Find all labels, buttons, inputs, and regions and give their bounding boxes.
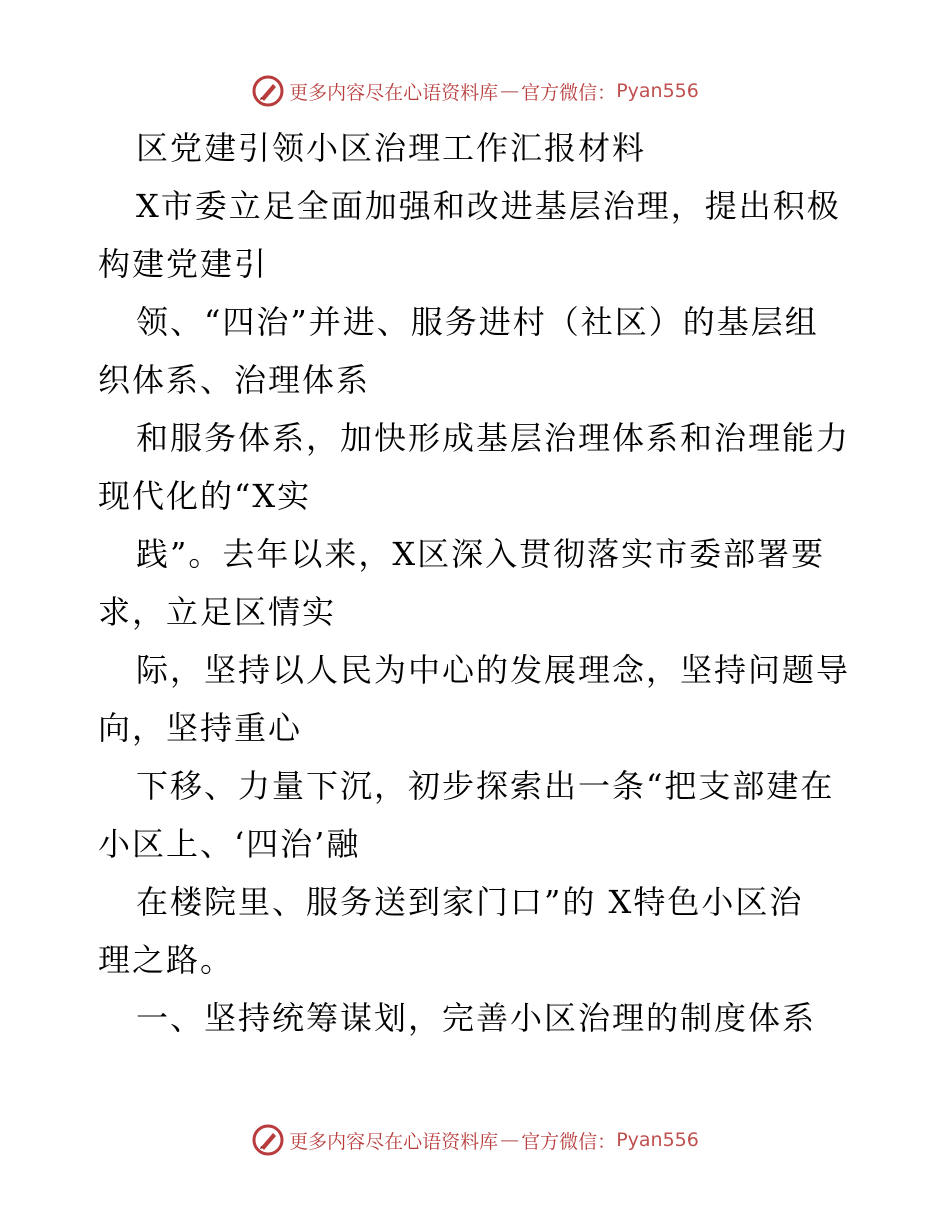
paragraph-line: 织体系、治理体系 — [98, 361, 371, 399]
paragraph-line: 向，坚持重心 — [98, 709, 303, 747]
footer-watermark — [0, 1120, 950, 1160]
paragraph-line: 践”。去年以来，X区深入贯彻落实市委部署要 — [136, 535, 826, 573]
watermark-separator: — — [500, 1129, 520, 1151]
watermark-text: 更多内容尽在心语资料库 — [289, 81, 499, 104]
watermark-official: 官方微信： — [521, 81, 617, 104]
document-title: 区党建引领小区治理工作汇报材料 — [136, 129, 647, 167]
watermark-wechat-id: Pyan556 — [616, 1129, 699, 1151]
document-body — [98, 120, 898, 1036]
paragraph-line: 小区上、‘四治’融 — [98, 825, 361, 863]
header-watermark — [0, 71, 950, 111]
pen-logo-icon — [251, 1123, 285, 1157]
watermark-wechat-id: Pyan556 — [616, 80, 699, 102]
paragraph-line: 际，坚持以人民为中心的发展理念，坚持问题导 — [136, 651, 851, 689]
watermark-separator: — — [500, 80, 520, 102]
paragraph-line: 现代化的“X实 — [98, 477, 312, 515]
watermark-official: 官方微信： — [521, 1130, 617, 1153]
paragraph-line: 构建党建引 — [98, 245, 269, 283]
paragraph-line: 理之路。 — [98, 941, 235, 979]
pen-logo-icon — [251, 74, 285, 108]
paragraph-line: X市委立足全面加强和改进基层治理，提出积极 — [136, 187, 841, 225]
section-heading: 一、坚持统筹谋划，完善小区治理的制度体系 — [136, 999, 817, 1037]
paragraph-line: 和服务体系，加快形成基层治理体系和治理能力 — [136, 419, 851, 457]
paragraph-line: 求，立足区情实 — [98, 593, 337, 631]
paragraph-line: 在楼院里、服务送到家门口”的 X特色小区治 — [136, 883, 804, 921]
paragraph-line: 下移、力量下沉，初步探索出一条“把支部建在 — [136, 767, 835, 805]
watermark-text: 更多内容尽在心语资料库 — [289, 1130, 499, 1153]
paragraph-line: 领、“四治”并进、服务进村（社区）的基层组 — [136, 303, 819, 341]
